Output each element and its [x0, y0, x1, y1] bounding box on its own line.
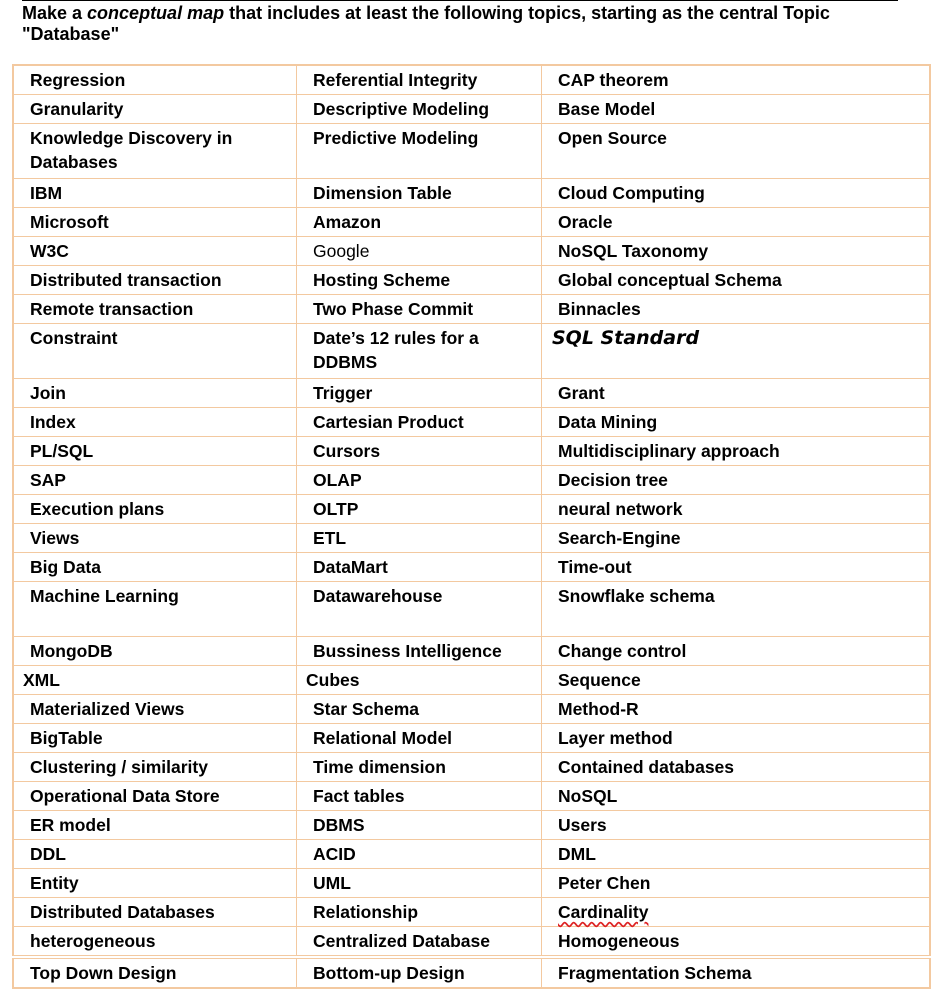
table-cell: [13, 553, 297, 582]
topic-label: Relationship: [313, 902, 419, 922]
table-row: [13, 582, 930, 637]
topic-label: Execution plans: [30, 499, 165, 519]
topic-label: ETL: [313, 528, 347, 548]
table-row: [13, 695, 930, 724]
table-row: [13, 208, 930, 237]
topic-label: Global conceptual Schema: [558, 270, 782, 290]
topic-label: Join: [30, 383, 66, 403]
topic-label: Datawarehouse: [313, 586, 443, 606]
topic-label: DML: [558, 844, 596, 864]
topic-label: Star Schema: [313, 699, 420, 719]
table-cell: [13, 782, 297, 811]
table-cell: [13, 582, 297, 637]
topic-label: DBMS: [313, 815, 365, 835]
table-cell: [542, 495, 931, 524]
table-cell: [297, 237, 542, 266]
table-cell: [297, 695, 542, 724]
table-cell: [542, 869, 931, 898]
table-row: [13, 666, 930, 695]
table-cell: [297, 65, 542, 95]
table-cell: [542, 753, 931, 782]
topic-label: Binnacles: [558, 299, 641, 319]
topic-label: Top Down Design: [30, 963, 177, 983]
topic-label: Open Source: [558, 128, 667, 148]
topic-label: Centralized Database: [313, 931, 491, 951]
table-row: [13, 898, 930, 927]
table-row: [13, 957, 930, 988]
table-row: [13, 495, 930, 524]
topics-table: [12, 64, 931, 989]
table-cell: [297, 927, 542, 958]
table-cell: [542, 295, 931, 324]
table-row: [13, 408, 930, 437]
table-cell: [297, 379, 542, 408]
topic-label: Decision tree: [558, 470, 668, 490]
table-cell: [542, 724, 931, 753]
table-row: [13, 124, 930, 179]
table-cell: [13, 124, 297, 179]
topic-label: Materialized Views: [30, 699, 185, 719]
table-cell: [297, 724, 542, 753]
topic-label: Search-Engine: [558, 528, 681, 548]
topic-label: Method-R: [558, 699, 639, 719]
topic-label: Distributed transaction: [30, 270, 222, 290]
table-cell: [13, 724, 297, 753]
topic-label: SQL Standard: [552, 327, 700, 349]
table-cell: [13, 666, 297, 695]
table-row: [13, 724, 930, 753]
topic-label: Date’s 12 rules for a DDBMS: [313, 328, 479, 372]
table-cell: [542, 927, 931, 958]
topic-label: ER model: [30, 815, 111, 835]
topic-label: XML: [23, 670, 60, 690]
table-cell: [297, 957, 542, 988]
topic-label: heterogeneous: [30, 931, 156, 951]
table-cell: [542, 957, 931, 988]
topic-label: Remote transaction: [30, 299, 194, 319]
table-cell: [542, 898, 931, 927]
topic-label: Descriptive Modeling: [313, 99, 490, 119]
table-cell: [542, 782, 931, 811]
table-row: [13, 553, 930, 582]
table-cell: [297, 582, 542, 637]
table-row: [13, 782, 930, 811]
topic-label: Snowflake schema: [558, 586, 715, 606]
topic-label: W3C: [30, 241, 69, 261]
topic-label: OLTP: [313, 499, 359, 519]
table-cell: [13, 95, 297, 124]
topic-label: SAP: [30, 470, 66, 490]
topic-label: DataMart: [313, 557, 388, 577]
topic-label: Oracle: [558, 212, 613, 232]
topic-label: Change control: [558, 641, 687, 661]
table-row: [13, 466, 930, 495]
table-cell: [297, 637, 542, 666]
instruction-suffix: that includes at least the following topics, starting as the central Topic "Database": [22, 3, 830, 44]
topic-label: neural network: [558, 499, 683, 519]
topic-label: Constraint: [30, 328, 118, 348]
table-row: [13, 324, 930, 379]
table-cell: [13, 324, 297, 379]
topic-label: Regression: [30, 70, 126, 90]
table-cell: [13, 379, 297, 408]
table-cell: [542, 524, 931, 553]
table-cell: [542, 553, 931, 582]
topic-label: Trigger: [313, 383, 373, 403]
table-cell: [13, 466, 297, 495]
table-cell: [297, 869, 542, 898]
table-cell: [297, 208, 542, 237]
table-cell: [297, 437, 542, 466]
topic-label: Amazon: [313, 212, 382, 232]
topic-label: Entity: [30, 873, 79, 893]
topic-label: Two Phase Commit: [313, 299, 474, 319]
topic-label: Grant: [558, 383, 605, 403]
topic-label: Distributed Databases: [30, 902, 215, 922]
table-cell: [297, 811, 542, 840]
topic-label: OLAP: [313, 470, 362, 490]
topic-label: NoSQL: [558, 786, 618, 806]
table-cell: [13, 927, 297, 958]
table-cell: [13, 637, 297, 666]
top-rule: [22, 0, 898, 1]
table-row: [13, 379, 930, 408]
topic-label: DDL: [30, 844, 66, 864]
table-cell: [13, 957, 297, 988]
topic-label: Time-out: [558, 557, 632, 577]
table-cell: [13, 179, 297, 208]
table-cell: [297, 666, 542, 695]
topic-label: Google: [313, 241, 370, 261]
table-cell: [542, 840, 931, 869]
table-cell: [542, 208, 931, 237]
table-cell: [297, 408, 542, 437]
table-cell: [13, 237, 297, 266]
table-cell: [13, 898, 297, 927]
topic-label: Big Data: [30, 557, 101, 577]
table-cell: [297, 524, 542, 553]
table-cell: [13, 208, 297, 237]
topic-label: Index: [30, 412, 76, 432]
topic-label: Time dimension: [313, 757, 446, 777]
topic-label: Layer method: [558, 728, 673, 748]
topic-label: Multidisciplinary approach: [558, 441, 780, 461]
topic-label: Homogeneous: [558, 931, 680, 951]
topic-label: Hosting Scheme: [313, 270, 451, 290]
table-cell: [13, 408, 297, 437]
table-row: [13, 179, 930, 208]
topic-label: Referential Integrity: [313, 70, 478, 90]
table-cell: [297, 124, 542, 179]
table-cell: [13, 811, 297, 840]
table-cell: [542, 695, 931, 724]
topic-label: Granularity: [30, 99, 124, 119]
table-cell: [297, 553, 542, 582]
table-cell: [542, 237, 931, 266]
table-cell: [542, 65, 931, 95]
topic-label: Data Mining: [558, 412, 658, 432]
table-cell: [297, 95, 542, 124]
table-cell: [297, 324, 542, 379]
table-cell: [542, 466, 931, 495]
topic-label: UML: [313, 873, 351, 893]
table-cell: [542, 179, 931, 208]
table-row: [13, 237, 930, 266]
topic-label: MongoDB: [30, 641, 113, 661]
topic-label: Users: [558, 815, 607, 835]
table-cell: [297, 753, 542, 782]
topic-label: Knowledge Discovery in Databases: [30, 128, 233, 172]
instruction-text: [22, 3, 902, 45]
topic-label: Relational Model: [313, 728, 453, 748]
table-cell: [542, 637, 931, 666]
topic-label: Sequence: [558, 670, 641, 690]
topic-label: Bottom-up Design: [313, 963, 465, 983]
table-row: [13, 811, 930, 840]
table-cell: [542, 266, 931, 295]
topic-label: BigTable: [30, 728, 103, 748]
table-cell: [297, 840, 542, 869]
table-cell: [542, 324, 931, 379]
table-row: [13, 95, 930, 124]
table-cell: [297, 295, 542, 324]
topic-label: Bussiness Intelligence: [313, 641, 502, 661]
topic-label: Cartesian Product: [313, 412, 464, 432]
topic-label: PL/SQL: [30, 441, 94, 461]
table-cell: [13, 495, 297, 524]
table-row: [13, 437, 930, 466]
topic-label: Base Model: [558, 99, 656, 119]
table-row: [13, 869, 930, 898]
table-cell: [13, 295, 297, 324]
table-row: [13, 266, 930, 295]
table-cell: [13, 524, 297, 553]
topic-label: Fragmentation Schema: [558, 963, 752, 983]
table-row: [13, 65, 930, 95]
table-cell: [13, 437, 297, 466]
topic-label: Machine Learning: [30, 586, 179, 606]
topic-label: Cardinality: [558, 902, 649, 922]
topic-label: Cubes: [306, 670, 360, 690]
topic-label: Dimension Table: [313, 183, 452, 203]
topic-label: Cursors: [313, 441, 381, 461]
table-cell: [297, 495, 542, 524]
topic-label: NoSQL Taxonomy: [558, 241, 709, 261]
topic-label: CAP theorem: [558, 70, 669, 90]
topic-label: Fact tables: [313, 786, 405, 806]
topic-label: IBM: [30, 183, 63, 203]
table-cell: [542, 379, 931, 408]
table-row: [13, 753, 930, 782]
table-cell: [13, 65, 297, 95]
table-cell: [542, 95, 931, 124]
instruction-emphasis: conceptual map: [87, 3, 225, 23]
table-cell: [297, 898, 542, 927]
table-row: [13, 927, 930, 958]
topic-label: Cloud Computing: [558, 183, 705, 203]
table-cell: [542, 582, 931, 637]
table-cell: [13, 869, 297, 898]
topic-label: Microsoft: [30, 212, 109, 232]
table-row: [13, 524, 930, 553]
table-cell: [297, 466, 542, 495]
table-row: [13, 637, 930, 666]
table-cell: [13, 840, 297, 869]
table-row: [13, 295, 930, 324]
table-cell: [542, 437, 931, 466]
table-row: [13, 840, 930, 869]
table-cell: [13, 266, 297, 295]
table-cell: [542, 666, 931, 695]
topic-label: Clustering / similarity: [30, 757, 208, 777]
topic-label: Contained databases: [558, 757, 735, 777]
table-cell: [297, 266, 542, 295]
table-cell: [542, 811, 931, 840]
topic-label: Operational Data Store: [30, 786, 220, 806]
table-cell: [542, 408, 931, 437]
instruction-prefix: Make a: [22, 3, 88, 23]
table-cell: [297, 179, 542, 208]
topic-label: Peter Chen: [558, 873, 651, 893]
table-cell: [542, 124, 931, 179]
topic-label: Predictive Modeling: [313, 128, 479, 148]
table-cell: [297, 782, 542, 811]
table-cell: [13, 695, 297, 724]
table-cell: [13, 753, 297, 782]
topic-label: Views: [30, 528, 80, 548]
topic-label: ACID: [313, 844, 356, 864]
